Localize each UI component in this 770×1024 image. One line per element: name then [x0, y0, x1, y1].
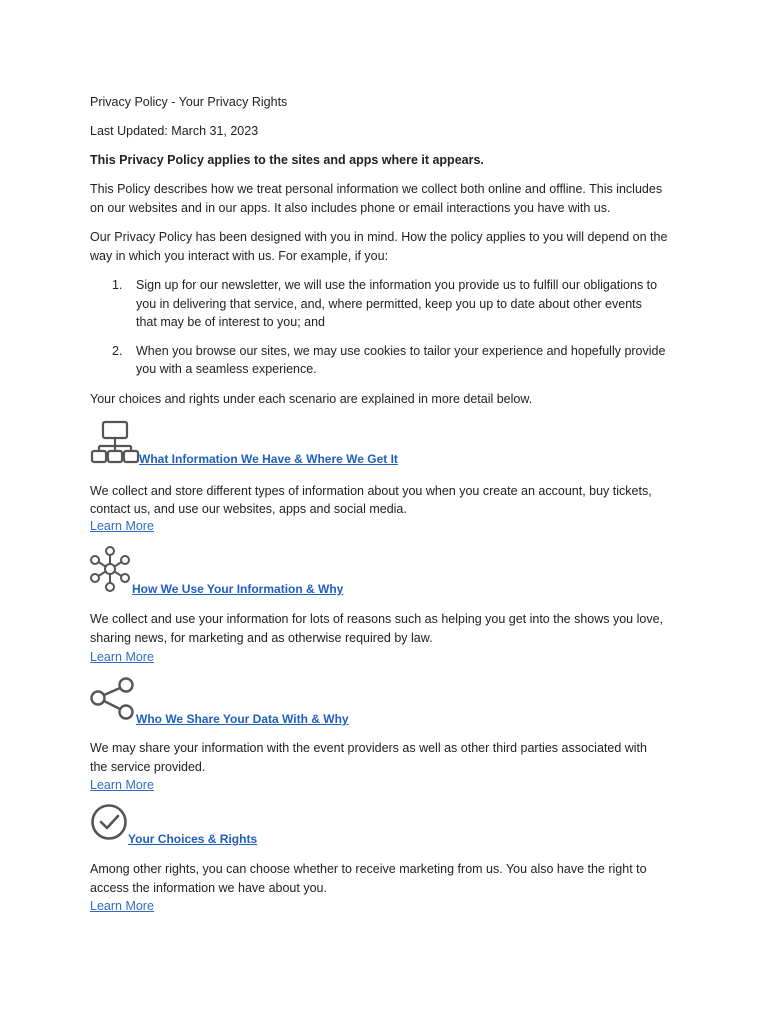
learn-more-link-usage[interactable]: Learn More — [90, 650, 154, 664]
share-icon — [90, 676, 136, 722]
section-header-rights — [90, 802, 690, 850]
last-updated: Last Updated: March 31, 2023 — [90, 124, 259, 138]
list-item-line: Sign up for our newsletter, we will use the information you provide us to fulfill our obligations to — [136, 278, 658, 292]
list-item — [90, 276, 690, 332]
applies-statement: This Privacy Policy applies to the sites and apps where it appears. — [90, 153, 484, 167]
section-link-information[interactable]: What Information We Have & Where We Get It — [139, 452, 398, 466]
list-item — [90, 342, 690, 379]
design-line-2: way in which you interact with us. For example, if you: — [90, 249, 389, 263]
hierarchy-icon — [90, 420, 140, 466]
section-body-line: We collect and use your information for lots of reasons such as helping you get into the shows you love, — [90, 612, 664, 626]
section-header-sharing — [90, 676, 690, 724]
learn-more-link-sharing[interactable]: Learn More — [90, 778, 154, 792]
section-body-line: access the information we have about you. — [90, 881, 327, 895]
list-item-line: you with a seamless experience. — [136, 362, 317, 376]
checkmark-circle-icon — [90, 802, 130, 842]
list-number: 1. — [112, 278, 123, 292]
list-item-line: you in delivering that service, and, where permitted, keep you up to date about other events — [136, 296, 642, 311]
list-item-line: that may be of interest to you; and — [136, 315, 326, 329]
network-icon — [90, 545, 134, 593]
section-header-usage — [90, 545, 690, 596]
example-list — [90, 276, 690, 379]
learn-more-link-information[interactable]: Learn More — [90, 519, 154, 533]
section-body-line: Among other rights, you can choose whether to receive marketing from us. You also have the right to — [90, 862, 647, 876]
learn-more-row — [90, 897, 690, 916]
section-link-usage[interactable]: How We Use Your Information & Why — [132, 582, 344, 596]
section-body-line: We collect and store different types of information about you when you create an account, buy tickets, — [90, 484, 652, 498]
section-link-rights[interactable]: Your Choices & Rights — [128, 832, 258, 846]
section-body-line: the service provided. — [90, 760, 206, 774]
section-body-line: We may share your information with the event providers as well as other third parties associated with — [90, 741, 647, 755]
page-title: Privacy Policy - Your Privacy Rights — [90, 95, 288, 109]
section-body-line: sharing news, for marketing and as otherwise required by law. — [90, 631, 433, 645]
section-link-sharing[interactable]: Who We Share Your Data With & Why — [136, 712, 349, 726]
list-item-line: When you browse our sites, we may use cookies to tailor your experience and hopefully provide — [136, 343, 666, 358]
intro-line-1: This Policy describes how we treat personal information we collect both online and offline. This includes — [90, 182, 663, 196]
choices-intro: Your choices and rights under each scenario are explained in more detail below. — [90, 392, 533, 406]
learn-more-row — [90, 517, 690, 536]
learn-more-row — [90, 776, 690, 795]
learn-more-row — [90, 648, 690, 667]
section-header-information — [90, 420, 690, 468]
learn-more-link-rights[interactable]: Learn More — [90, 899, 154, 913]
design-line-1: Our Privacy Policy has been designed with you in mind. How the policy applies to you will depend on the — [90, 230, 668, 244]
intro-line-2: on our websites and in our apps. It also includes phone or email interactions you have with us. — [90, 201, 611, 215]
section-body-line: contact us, and use our websites, apps and social media. — [90, 502, 407, 516]
list-number: 2. — [112, 343, 123, 358]
